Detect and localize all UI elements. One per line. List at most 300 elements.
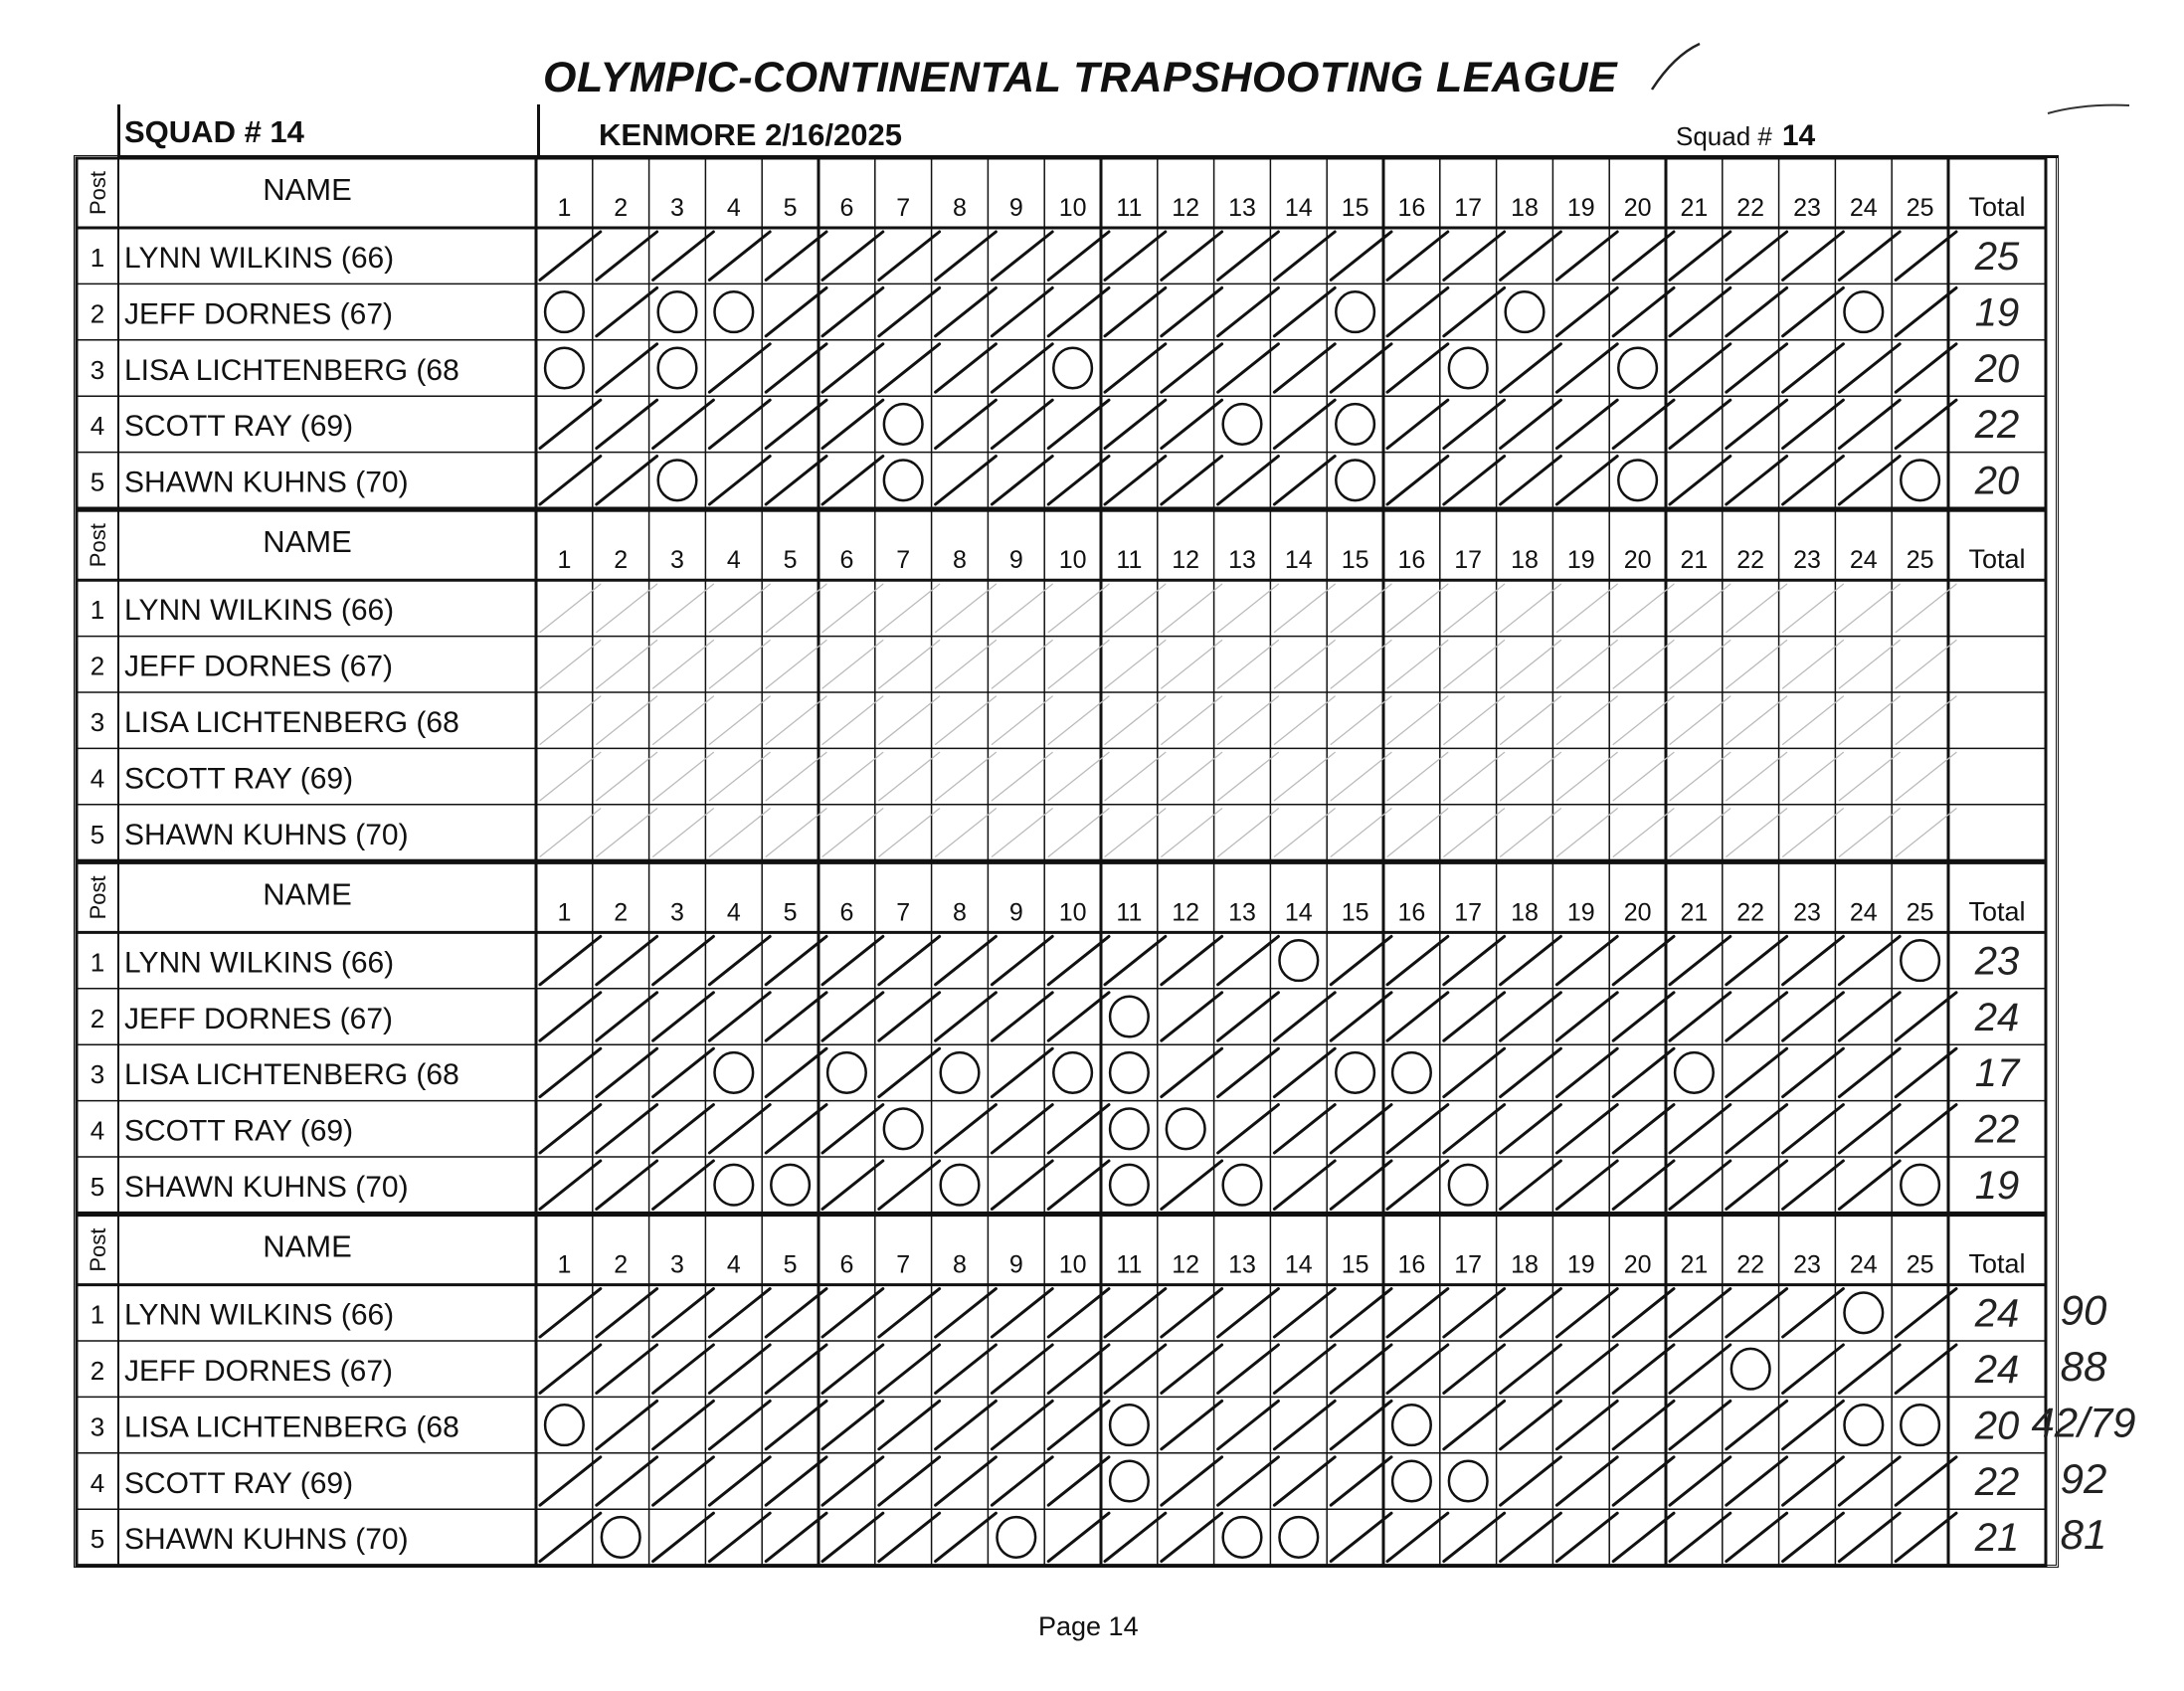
hit-mark <box>540 1289 601 1337</box>
hit-mark <box>1444 1401 1505 1448</box>
hit-mark <box>1218 809 1279 856</box>
hit-mark <box>1839 1048 1900 1096</box>
hit-mark <box>1105 232 1166 280</box>
hit-mark <box>1839 1105 1900 1153</box>
miss-mark <box>1449 348 1488 389</box>
target-number: 25 <box>1906 898 1934 927</box>
hit-mark <box>709 1289 770 1337</box>
player-name: SHAWN KUHNS (70) <box>124 466 409 499</box>
hit-mark <box>879 1289 940 1337</box>
hit-mark <box>1387 1513 1448 1561</box>
miss-mark <box>1110 1461 1149 1502</box>
hit-mark <box>1670 809 1730 856</box>
target-number: 20 <box>1623 1250 1652 1279</box>
miss-mark <box>714 1052 753 1093</box>
hit-mark <box>822 584 883 632</box>
hit-mark <box>1839 809 1900 856</box>
hit-mark <box>1105 641 1166 688</box>
hit-mark <box>1162 287 1222 335</box>
hit-mark <box>936 232 997 280</box>
hit-mark <box>597 1345 657 1393</box>
miss-mark <box>827 1052 866 1093</box>
post-number: 2 <box>90 1003 105 1033</box>
hit-mark <box>1839 344 1900 392</box>
hit-mark <box>1556 344 1617 392</box>
hit-mark <box>879 1513 940 1561</box>
player-total: 25 <box>1974 235 2020 279</box>
target-number: 15 <box>1341 898 1369 927</box>
hit-mark <box>1501 641 1561 688</box>
hit-mark <box>709 936 770 984</box>
target-number: 22 <box>1736 194 1765 222</box>
target-number: 18 <box>1511 898 1539 927</box>
target-number: 19 <box>1566 194 1595 222</box>
target-number: 9 <box>1008 1250 1023 1279</box>
target-number: 5 <box>783 1250 798 1279</box>
target-number: 25 <box>1906 546 1934 575</box>
hit-mark <box>1274 344 1335 392</box>
league-title: OLYMPIC-CONTINENTAL TRAPSHOOTING LEAGUE <box>543 54 1618 101</box>
target-number: 1 <box>557 194 572 222</box>
hit-mark <box>1444 641 1505 688</box>
hit-mark <box>1387 641 1448 688</box>
target-number: 14 <box>1284 546 1313 575</box>
target-number: 23 <box>1793 194 1821 222</box>
score-grid <box>77 158 2136 1565</box>
player-total: 22 <box>1974 403 2020 448</box>
hit-mark <box>1444 1513 1505 1561</box>
target-number: 10 <box>1058 1250 1087 1279</box>
hit-mark <box>992 1401 1052 1448</box>
hit-mark <box>1783 696 1844 744</box>
hit-mark <box>1387 1345 1448 1393</box>
hit-mark <box>1274 1457 1335 1505</box>
hit-mark <box>597 232 657 280</box>
header-divider <box>537 104 540 158</box>
hit-mark <box>1670 232 1730 280</box>
post-label: Post <box>86 170 110 216</box>
post-number: 4 <box>90 1467 105 1498</box>
target-number: 18 <box>1511 546 1539 575</box>
hit-mark <box>597 287 657 335</box>
post-label: Post <box>86 875 110 920</box>
hit-mark <box>1727 993 1787 1040</box>
target-number: 16 <box>1397 194 1426 222</box>
target-number: 4 <box>726 898 741 927</box>
hit-mark <box>1670 287 1730 335</box>
hit-mark <box>540 1513 601 1561</box>
post-number: 3 <box>90 1411 105 1442</box>
miss-mark <box>1844 1405 1883 1445</box>
target-number: 11 <box>1116 898 1143 927</box>
hit-mark <box>540 232 601 280</box>
target-number: 14 <box>1284 194 1313 222</box>
target-number: 17 <box>1454 1250 1483 1279</box>
hit-mark <box>653 1457 714 1505</box>
hit-mark <box>1501 232 1561 280</box>
hit-mark <box>1162 752 1222 800</box>
hit-mark <box>709 752 770 800</box>
player-total: 20 <box>1974 459 2020 503</box>
hit-mark <box>1105 696 1166 744</box>
hit-mark <box>822 232 883 280</box>
hit-mark <box>1444 400 1505 448</box>
target-number: 11 <box>1116 546 1143 575</box>
hit-mark <box>1670 400 1730 448</box>
hit-mark <box>597 1105 657 1153</box>
player-name: JEFF DORNES (67) <box>124 297 394 331</box>
hit-mark <box>1783 344 1844 392</box>
hit-mark <box>1727 641 1787 688</box>
target-number: 16 <box>1397 546 1426 575</box>
hit-mark <box>992 344 1052 392</box>
miss-mark <box>1110 1108 1149 1149</box>
miss-mark <box>1901 460 1939 500</box>
player-total: 19 <box>1974 1164 2020 1208</box>
hit-mark <box>1670 457 1730 504</box>
hit-mark <box>1162 1289 1222 1337</box>
hit-mark <box>822 400 883 448</box>
target-number: 17 <box>1454 546 1483 575</box>
target-number: 18 <box>1511 194 1539 222</box>
hit-mark <box>1274 232 1335 280</box>
player-name: SHAWN KUHNS (70) <box>124 1171 409 1204</box>
hit-mark <box>597 752 657 800</box>
hit-mark <box>1501 993 1561 1040</box>
hit-mark <box>992 1161 1052 1209</box>
hit-mark <box>1727 1457 1787 1505</box>
miss-mark <box>997 1517 1035 1558</box>
hit-mark <box>1670 641 1730 688</box>
target-number: 21 <box>1680 1250 1709 1279</box>
miss-mark <box>602 1517 640 1558</box>
hit-mark <box>1387 809 1448 856</box>
target-number: 17 <box>1454 194 1483 222</box>
hit-mark <box>879 1457 940 1505</box>
target-number: 4 <box>726 194 741 222</box>
hit-mark <box>540 584 601 632</box>
hit-mark <box>540 696 601 744</box>
post-number: 3 <box>90 707 105 737</box>
player-name: JEFF DORNES (67) <box>124 650 394 683</box>
post-number: 3 <box>90 354 105 385</box>
hit-mark <box>709 809 770 856</box>
name-header: NAME <box>263 876 352 912</box>
target-number: 6 <box>839 194 854 222</box>
hit-mark <box>540 457 601 504</box>
hit-mark <box>992 232 1052 280</box>
hit-mark <box>1670 936 1730 984</box>
target-number: 12 <box>1172 194 1200 222</box>
hit-mark <box>879 993 940 1040</box>
target-number: 19 <box>1566 1250 1595 1279</box>
hit-mark <box>1105 1345 1166 1393</box>
hit-mark <box>992 287 1052 335</box>
target-number: 1 <box>557 898 572 927</box>
hit-mark <box>597 457 657 504</box>
hit-mark <box>1105 287 1166 335</box>
target-number: 3 <box>670 194 684 222</box>
hit-mark <box>1387 457 1448 504</box>
hit-mark <box>936 400 997 448</box>
hit-mark <box>1783 457 1844 504</box>
hit-mark <box>653 993 714 1040</box>
target-number: 7 <box>896 194 911 222</box>
header-divider <box>117 104 120 158</box>
hit-mark <box>992 584 1052 632</box>
hit-mark <box>709 344 770 392</box>
hit-mark <box>936 809 997 856</box>
hit-mark <box>1501 752 1561 800</box>
hit-mark <box>1727 584 1787 632</box>
target-number: 15 <box>1341 194 1369 222</box>
miss-mark <box>1110 1165 1149 1206</box>
hit-mark <box>1727 400 1787 448</box>
target-number: 3 <box>670 898 684 927</box>
hit-mark <box>1727 287 1787 335</box>
hit-mark <box>1501 1457 1561 1505</box>
hit-mark <box>992 400 1052 448</box>
hit-mark <box>1162 1048 1222 1096</box>
hit-mark <box>1727 1105 1787 1153</box>
miss-mark <box>1392 1461 1431 1502</box>
hit-mark <box>653 1513 714 1561</box>
miss-mark <box>771 1165 810 1206</box>
hit-mark <box>1727 809 1787 856</box>
target-number: 22 <box>1736 1250 1765 1279</box>
target-number: 21 <box>1680 546 1709 575</box>
hit-mark <box>540 809 601 856</box>
target-number: 11 <box>1116 194 1143 222</box>
target-number: 8 <box>953 194 967 222</box>
hit-mark <box>1444 936 1505 984</box>
target-number: 20 <box>1623 546 1652 575</box>
player-name: LISA LICHTENBERG (68 <box>124 353 459 387</box>
hit-mark <box>1783 752 1844 800</box>
hit-mark <box>1839 1345 1900 1393</box>
target-number: 25 <box>1906 194 1934 222</box>
miss-mark <box>1279 940 1318 981</box>
hit-mark <box>1839 457 1900 504</box>
hit-mark <box>879 287 940 335</box>
hit-mark <box>1670 1289 1730 1337</box>
target-number: 10 <box>1058 194 1087 222</box>
player-name: SCOTT RAY (69) <box>124 1114 354 1148</box>
miss-mark <box>1223 1165 1262 1206</box>
hit-mark <box>597 1401 657 1448</box>
target-number: 12 <box>1172 898 1200 927</box>
hit-mark <box>1162 1345 1222 1393</box>
player-total: 22 <box>1974 1459 2020 1504</box>
hit-mark <box>1387 993 1448 1040</box>
hit-mark <box>1556 641 1617 688</box>
hit-mark <box>1162 232 1222 280</box>
target-number: 12 <box>1172 1250 1200 1279</box>
side-total: 81 <box>2060 1511 2107 1559</box>
miss-mark <box>1336 1052 1374 1093</box>
squad-number-label: Squad # <box>1676 121 1772 151</box>
hit-mark <box>1274 287 1335 335</box>
hit-mark <box>1274 1048 1335 1096</box>
post-number: 3 <box>90 1059 105 1090</box>
hit-mark <box>1839 696 1900 744</box>
hit-mark <box>1162 993 1222 1040</box>
target-number: 20 <box>1623 898 1652 927</box>
player-name: SCOTT RAY (69) <box>124 1466 354 1500</box>
hit-mark <box>1501 457 1561 504</box>
total-header: Total <box>1968 896 2026 927</box>
hit-mark <box>1556 696 1617 744</box>
hit-mark <box>1444 1048 1505 1096</box>
hit-mark <box>1727 696 1787 744</box>
hit-mark <box>597 993 657 1040</box>
hit-mark <box>1162 400 1222 448</box>
target-number: 23 <box>1793 1250 1821 1279</box>
miss-mark <box>658 348 697 389</box>
hit-mark <box>936 752 997 800</box>
hit-mark <box>992 936 1052 984</box>
target-number: 21 <box>1680 194 1709 222</box>
hit-mark <box>1783 1345 1844 1393</box>
hit-mark <box>1218 1401 1279 1448</box>
miss-mark <box>1901 940 1939 981</box>
target-number: 24 <box>1849 546 1878 575</box>
player-name: SHAWN KUHNS (70) <box>124 1523 409 1557</box>
hit-mark <box>1783 400 1844 448</box>
hit-mark <box>822 287 883 335</box>
hit-mark <box>1274 752 1335 800</box>
hit-mark <box>1839 232 1900 280</box>
hit-mark <box>1444 287 1505 335</box>
hit-mark <box>822 1401 883 1448</box>
hit-mark <box>879 809 940 856</box>
hit-mark <box>653 1289 714 1337</box>
hit-mark <box>653 1345 714 1393</box>
hit-mark <box>1274 457 1335 504</box>
hit-mark <box>1387 752 1448 800</box>
target-number: 4 <box>726 1250 741 1279</box>
hit-mark <box>1556 1401 1617 1448</box>
event-label: KENMORE 2/16/2025 <box>599 117 902 152</box>
miss-mark <box>941 1052 980 1093</box>
player-name: LYNN WILKINS (66) <box>124 1298 395 1332</box>
hit-mark <box>1501 1401 1561 1448</box>
hit-mark <box>936 1513 997 1561</box>
side-total: 88 <box>2060 1343 2107 1390</box>
hit-mark <box>1218 584 1279 632</box>
total-header: Total <box>1968 192 2026 222</box>
hit-mark <box>992 993 1052 1040</box>
hit-mark <box>1670 1513 1730 1561</box>
post-label: Post <box>86 523 110 568</box>
hit-mark <box>822 696 883 744</box>
target-number: 2 <box>614 546 629 575</box>
player-name: LYNN WILKINS (66) <box>124 242 395 275</box>
target-number: 22 <box>1736 546 1765 575</box>
hit-mark <box>1783 584 1844 632</box>
hit-mark <box>1783 1457 1844 1505</box>
name-header: NAME <box>263 172 352 207</box>
miss-mark <box>1675 1052 1714 1093</box>
target-number: 7 <box>896 1250 911 1279</box>
hit-mark <box>1670 344 1730 392</box>
hit-mark <box>1444 809 1505 856</box>
hit-mark <box>1670 993 1730 1040</box>
hit-mark <box>1218 457 1279 504</box>
hit-mark <box>1783 993 1844 1040</box>
target-number: 15 <box>1341 546 1369 575</box>
miss-mark <box>545 348 584 389</box>
hit-mark <box>540 752 601 800</box>
player-total: 22 <box>1974 1107 2020 1152</box>
hit-mark <box>1783 1513 1844 1561</box>
hit-mark <box>936 344 997 392</box>
miss-mark <box>1336 460 1374 500</box>
hit-mark <box>597 1457 657 1505</box>
hit-mark <box>1218 1457 1279 1505</box>
hit-mark <box>822 457 883 504</box>
hit-mark <box>1105 809 1166 856</box>
target-number: 2 <box>614 194 629 222</box>
hit-mark <box>879 584 940 632</box>
hit-mark <box>1670 1345 1730 1393</box>
miss-mark <box>1223 1517 1262 1558</box>
hit-mark <box>597 641 657 688</box>
hit-mark <box>1218 1048 1279 1096</box>
hit-mark <box>1218 1289 1279 1337</box>
miss-mark <box>1844 1292 1883 1333</box>
hit-mark <box>822 1513 883 1561</box>
miss-mark <box>1901 1165 1939 1206</box>
miss-mark <box>1110 1405 1149 1445</box>
hit-mark <box>1218 287 1279 335</box>
target-number: 24 <box>1849 898 1878 927</box>
miss-mark <box>1392 1052 1431 1093</box>
hit-mark <box>540 1048 601 1096</box>
target-number: 5 <box>783 546 798 575</box>
target-number: 4 <box>726 546 741 575</box>
hit-mark <box>1783 1289 1844 1337</box>
player-name: JEFF DORNES (67) <box>124 1355 394 1388</box>
hit-mark <box>1444 993 1505 1040</box>
hit-mark <box>1162 1401 1222 1448</box>
hit-mark <box>936 1105 997 1153</box>
hit-mark <box>597 344 657 392</box>
post-number: 4 <box>90 411 105 442</box>
player-name: LYNN WILKINS (66) <box>124 946 395 980</box>
hit-mark <box>597 584 657 632</box>
hit-mark <box>1727 1048 1787 1096</box>
hit-mark <box>1387 232 1448 280</box>
hit-mark <box>879 1048 940 1096</box>
hit-mark <box>1444 1345 1505 1393</box>
miss-mark <box>1844 291 1883 332</box>
hit-mark <box>1783 1401 1844 1448</box>
target-number: 14 <box>1284 1250 1313 1279</box>
hit-mark <box>709 457 770 504</box>
hit-mark <box>1556 1457 1617 1505</box>
hit-mark <box>1162 1513 1222 1561</box>
hit-mark <box>1162 1457 1222 1505</box>
hit-mark <box>1727 457 1787 504</box>
hit-mark <box>1783 1161 1844 1209</box>
side-total: 92 <box>2060 1454 2107 1502</box>
hit-mark <box>709 400 770 448</box>
hit-mark <box>709 1457 770 1505</box>
hit-mark <box>936 1289 997 1337</box>
miss-mark <box>1110 997 1149 1037</box>
hit-mark <box>709 1401 770 1448</box>
